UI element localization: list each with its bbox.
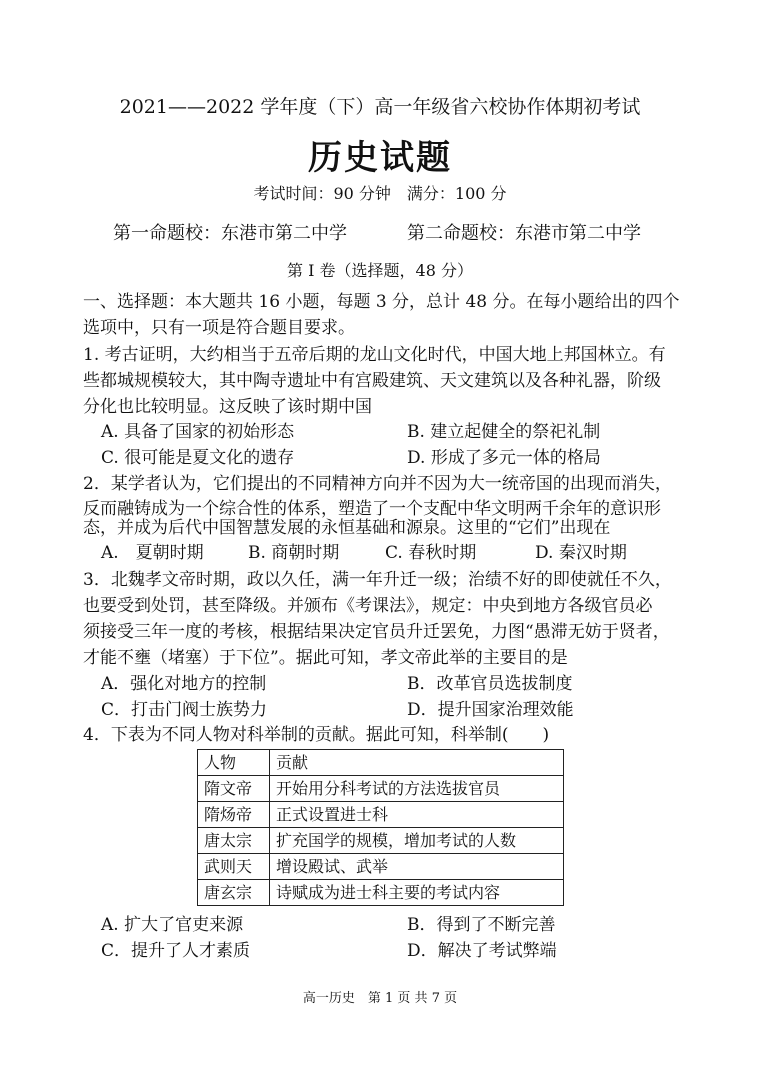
question-2-text: 2．某学者认为，它们提出的不同精神方向并不因为大一统帝国的出现而消失， xyxy=(83,474,672,494)
question-4-option-c: C．提升了人才素质 xyxy=(101,941,251,961)
table-cell-person: 隋炀帝 xyxy=(198,802,270,828)
question-3-option-b: B．改革官员选拔制度 xyxy=(407,674,573,694)
question-1-option-b: B. 建立起健全的祭祀礼制 xyxy=(407,422,601,442)
page-footer: 高一历史 第 1 页 共 7 页 xyxy=(302,991,458,1006)
question-3-text: 也要受到处罚，甚至降级。并颁布《考课法》，规定：中央到地方各级官员必 xyxy=(83,596,653,616)
question-4-option-a: A. 扩大了官吏来源 xyxy=(101,915,244,935)
question-4-option-b: B．得到了不断完善 xyxy=(407,915,556,935)
table-header-row xyxy=(198,750,564,776)
question-2-option-a: A. 夏朝时期 xyxy=(101,543,204,563)
question-3-text: 须接受三年一度的考核，根据结果决定官员升迁罢免，力图“愚滞无妨于贤者， xyxy=(83,622,670,642)
contribution-table xyxy=(197,749,564,906)
table-cell-contribution: 正式设置进士科 xyxy=(270,802,564,828)
table-row xyxy=(198,776,564,802)
table-header-cell: 贡献 xyxy=(270,750,564,776)
table-cell-person: 武则天 xyxy=(198,854,270,880)
question-3-option-d: D．提升国家治理效能 xyxy=(407,700,574,720)
question-4-option-d: D．解决了考试弊端 xyxy=(407,941,557,961)
table-cell-contribution: 扩充国学的规模，增加考试的人数 xyxy=(270,828,564,854)
question-1-text: 分化也比较明显。这反映了该时期中国 xyxy=(83,397,372,417)
question-1-text: 1. 考古证明，大约相当于五帝后期的龙山文化时代，中国大地上邦国林立。有 xyxy=(83,345,666,365)
question-4-text: 4．下表为不同人物对科举制的贡献。据此可知，科举制( ) xyxy=(83,725,550,745)
table-row xyxy=(198,854,564,880)
question-2-option-d: D. 秦汉时期 xyxy=(535,543,627,563)
table-cell-person: 唐太宗 xyxy=(198,828,270,854)
question-2-text: 反而融铸成为一个综合性的体系，塑造了一个支配中华文明两千余年的意识形 xyxy=(83,499,661,519)
first-setter-school: 第一命题校：东港市第二中学 xyxy=(113,223,347,244)
table-row xyxy=(198,802,564,828)
table-cell-person: 唐玄宗 xyxy=(198,880,270,906)
exam-info: 考试时间：90 分钟 满分：100 分 xyxy=(253,184,507,203)
question-2-option-b: B. 商朝时期 xyxy=(248,543,340,563)
question-3-option-c: C．打击门阀士族势力 xyxy=(101,700,268,720)
exam-title: 2021——2022 学年度（下）高一年级省六校协作体期初考试 xyxy=(119,96,641,118)
table-header-cell: 人物 xyxy=(198,750,270,776)
subject-title: 历史试题 xyxy=(308,138,452,178)
table-cell-contribution: 增设殿试、武举 xyxy=(270,854,564,880)
section-heading: 第 I 卷（选择题，48 分） xyxy=(287,261,473,280)
question-3-option-a: A．强化对地方的控制 xyxy=(101,674,267,694)
question-1-option-a: A. 具备了国家的初始形态 xyxy=(101,422,295,442)
table-cell-person: 隋文帝 xyxy=(198,776,270,802)
question-3-text: 才能不壅（堵塞）于下位”。据此可知，孝文帝此举的主要目的是 xyxy=(83,648,568,668)
question-2-text: 态，并成为后代中国智慧发展的永恒基础和源泉。这里的“它们”出现在 xyxy=(83,518,611,538)
table-cell-contribution: 开始用分科考试的方法选拔官员 xyxy=(270,776,564,802)
question-3-text: 3．北魏孝文帝时期，政以久任，满一年升迁一级；治绩不好的即使就任不久， xyxy=(83,570,672,590)
table-row xyxy=(198,880,564,906)
question-1-option-c: C. 很可能是夏文化的遗存 xyxy=(101,448,295,468)
second-setter-school: 第二命题校：东港市第二中学 xyxy=(407,223,641,244)
question-2-option-c: C. 春秋时期 xyxy=(385,543,477,563)
instructions-line: 选项中，只有一项是符合题目要求。 xyxy=(83,318,355,338)
question-1-option-d: D. 形成了多元一体的格局 xyxy=(407,448,601,468)
table-cell-contribution: 诗赋成为进士科主要的考试内容 xyxy=(270,880,564,906)
instructions-line: 一、选择题：本大题共 16 小题，每题 3 分，总计 48 分。在每小题给出的四个 xyxy=(83,292,680,312)
table-row xyxy=(198,828,564,854)
question-1-text: 些都城规模较大，其中陶寺遗址中有宫殿建筑、天文建筑以及各种礼器，阶级 xyxy=(83,371,661,391)
